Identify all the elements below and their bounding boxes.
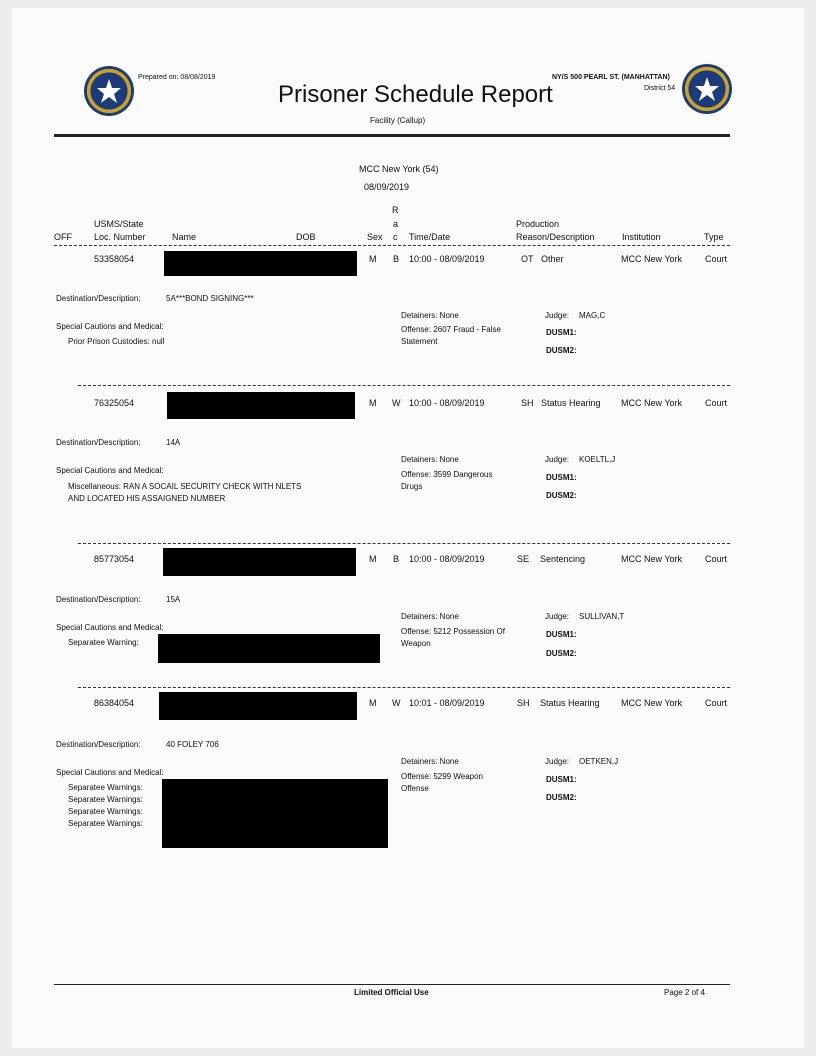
record-race: B xyxy=(393,554,400,564)
record-sex: M xyxy=(369,398,377,408)
footer-classification: Limited Official Use xyxy=(354,988,429,997)
record-time: 10:00 - 08/09/2019 xyxy=(409,398,485,408)
redaction-box xyxy=(162,779,388,848)
record-note: Separatee Warnings: xyxy=(68,795,143,804)
record-offense-line2: Weapon xyxy=(401,639,431,648)
record-code: OT xyxy=(521,254,534,264)
record-race: W xyxy=(392,698,401,708)
record-separator xyxy=(78,385,730,386)
record-time: 10:00 - 08/09/2019 xyxy=(409,254,485,264)
record-detainers: Detainers: None xyxy=(401,612,459,621)
record-offense-line1: Offense: 5299 Weapon xyxy=(401,772,483,781)
record-destination: 15A xyxy=(166,595,181,604)
destination-label: Destination/Description: xyxy=(56,294,141,303)
col-race-a: a xyxy=(393,219,399,229)
judge-label: Judge: xyxy=(545,757,570,766)
record-loc: 85773054 xyxy=(94,554,135,564)
record-type: Court xyxy=(705,398,728,408)
col-sex: Sex xyxy=(367,232,383,242)
redaction-box xyxy=(164,251,357,276)
col-production-line2: Reason/Description xyxy=(516,232,595,242)
redaction-box xyxy=(158,634,380,663)
district-address: NY/S 500 PEARL ST. (MANHATTAN) xyxy=(552,74,670,81)
col-type: Type xyxy=(704,232,724,242)
record-offense-line1: Offense: 2607 Fraud - False xyxy=(401,325,501,334)
record-reason: Sentencing xyxy=(540,554,586,564)
record-note: Miscellaneous: RAN A SOCAIL SECURITY CHECK WITH NLETS xyxy=(68,482,302,491)
footer-page-number: Page 2 of 4 xyxy=(664,988,705,997)
judge-label: Judge: xyxy=(545,455,570,464)
col-dob: DOB xyxy=(296,232,316,242)
record-type: Court xyxy=(705,554,728,564)
dusm2-label: DUSM2: xyxy=(546,346,577,355)
redaction-box xyxy=(163,548,356,576)
record-offense-line1: Offense: 5212 Possession Of xyxy=(401,627,505,636)
facility-date: 08/09/2019 xyxy=(364,182,410,192)
record-code: SH xyxy=(521,398,534,408)
col-off: OFF xyxy=(54,232,72,242)
record-judge: MAG,C xyxy=(579,311,606,320)
dusm2-label: DUSM2: xyxy=(546,491,577,500)
record-time: 10:00 - 08/09/2019 xyxy=(409,554,485,564)
record-separator xyxy=(78,543,730,544)
destination-label: Destination/Description: xyxy=(56,438,141,447)
report-title: Prisoner Schedule Report xyxy=(278,81,553,108)
record-offense-line2: Drugs xyxy=(401,482,423,491)
record-sex: M xyxy=(369,554,377,564)
record-sex: M xyxy=(369,254,377,264)
header-rule xyxy=(54,134,730,137)
dusm2-label: DUSM2: xyxy=(546,649,577,658)
record-offense-line2: Statement xyxy=(401,337,438,346)
dusm1-label: DUSM1: xyxy=(546,328,577,337)
record-offense-line2: Offense xyxy=(401,784,429,793)
record-detainers: Detainers: None xyxy=(401,757,459,766)
record-destination: 5A***BOND SIGNING*** xyxy=(166,294,254,303)
record-reason: Status Hearing xyxy=(540,698,600,708)
prepared-on: Prepared on: 08/08/2019 xyxy=(138,74,216,81)
record-reason: Status Hearing xyxy=(541,398,601,408)
record-type: Court xyxy=(705,698,728,708)
destination-label: Destination/Description: xyxy=(56,595,141,604)
record-code: SE xyxy=(517,554,530,564)
usms-seal-left-icon xyxy=(84,66,134,116)
record-time: 10:01 - 08/09/2019 xyxy=(409,698,485,708)
record-reason: Other xyxy=(541,254,564,264)
special-label: Special Cautions and Medical: xyxy=(56,623,164,632)
record-detainers: Detainers: None xyxy=(401,311,459,320)
judge-label: Judge: xyxy=(545,612,570,621)
col-usms-line2: Loc. Number xyxy=(94,232,146,242)
col-name: Name xyxy=(172,232,197,242)
record-loc: 76325054 xyxy=(94,398,135,408)
record-type: Court xyxy=(705,254,728,264)
record-institution: MCC New York xyxy=(621,554,683,564)
dusm1-label: DUSM1: xyxy=(546,775,577,784)
record-detainers: Detainers: None xyxy=(401,455,459,464)
record-race: B xyxy=(393,254,400,264)
footer-rule xyxy=(54,984,730,985)
col-production-line1: Production xyxy=(516,219,560,229)
col-usms-line1: USMS/State xyxy=(94,219,144,229)
record-note: Prior Prison Custodies: null xyxy=(68,337,165,346)
redaction-box xyxy=(167,392,355,419)
special-label: Special Cautions and Medical: xyxy=(56,466,164,475)
record-institution: MCC New York xyxy=(621,398,683,408)
usms-seal-right-icon xyxy=(682,64,732,114)
record-note: Separatee Warnings: xyxy=(68,819,143,828)
col-institution: Institution xyxy=(622,232,661,242)
dusm1-label: DUSM1: xyxy=(546,473,577,482)
record-institution: MCC New York xyxy=(621,254,683,264)
record-note: Separatee Warning: xyxy=(68,638,139,647)
header-underline xyxy=(54,245,730,246)
col-time-date: Time/Date xyxy=(409,232,451,242)
record-destination: 14A xyxy=(166,438,181,447)
record-code: SH xyxy=(517,698,530,708)
special-label: Special Cautions and Medical: xyxy=(56,322,164,331)
record-destination: 40 FOLEY 706 xyxy=(166,740,219,749)
record-judge: OETKEN,J xyxy=(579,757,619,766)
record-loc: 86384054 xyxy=(94,698,135,708)
record-institution: MCC New York xyxy=(621,698,683,708)
record-sex: M xyxy=(369,698,377,708)
record-judge: KOELTL,J xyxy=(579,455,616,464)
judge-label: Judge: xyxy=(545,311,570,320)
destination-label: Destination/Description: xyxy=(56,740,141,749)
record-note: Separatee Warnings: xyxy=(68,807,143,816)
facility-name: MCC New York (54) xyxy=(359,164,439,174)
district-number: District 54 xyxy=(644,85,676,92)
record-judge: SULLIVAN,T xyxy=(579,612,625,621)
record-note: Separatee Warnings: xyxy=(68,783,143,792)
col-race-r: R xyxy=(392,205,399,215)
col-race-c: c xyxy=(393,232,398,242)
special-label: Special Cautions and Medical: xyxy=(56,768,164,777)
record-offense-line1: Offense: 3599 Dangerous xyxy=(401,470,493,479)
dusm2-label: DUSM2: xyxy=(546,793,577,802)
report-subtitle: Facility (Callup) xyxy=(370,116,426,125)
redaction-box xyxy=(159,692,357,720)
document-page xyxy=(12,8,804,1048)
dusm1-label: DUSM1: xyxy=(546,630,577,639)
record-race: W xyxy=(392,398,401,408)
record-loc: 53358054 xyxy=(94,254,135,264)
record-separator xyxy=(78,687,730,688)
record-note: AND LOCATED HIS ASSAIGNED NUMBER xyxy=(68,494,226,503)
